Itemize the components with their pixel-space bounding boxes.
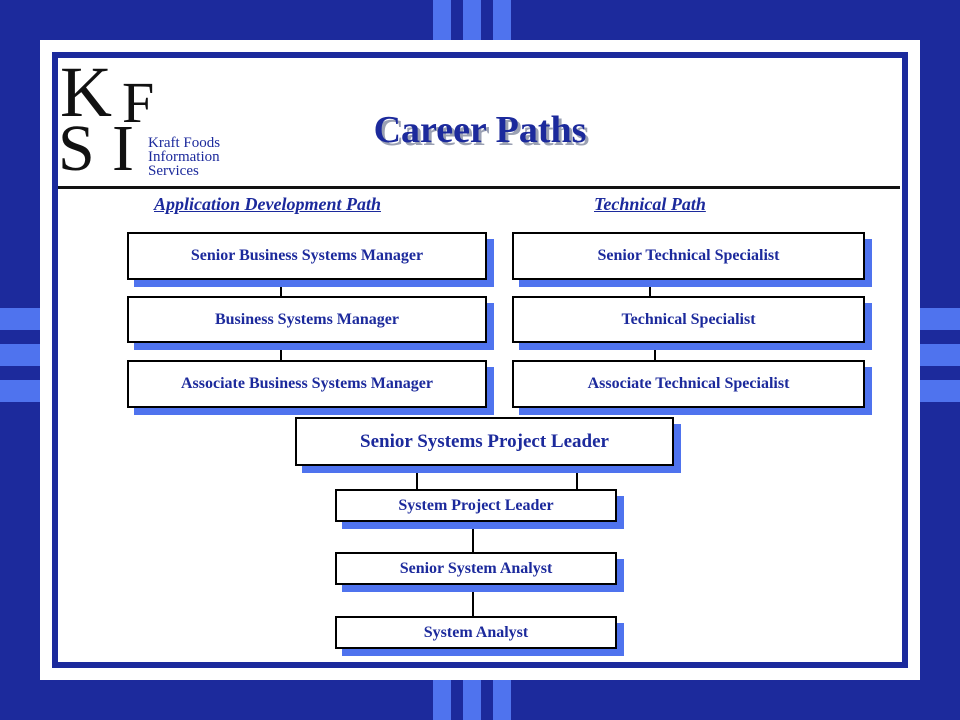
logo-letter-s: S [58, 112, 95, 185]
logo-line-kraft-foods: Kraft Foods [148, 135, 221, 151]
logo-letter-i: I [112, 112, 134, 185]
box-senior-system-analyst: Senior System Analyst [335, 552, 617, 585]
box-business-systems-manager: Business Systems Manager [127, 296, 487, 343]
box-senior-business-systems-manager: Senior Business Systems Manager [127, 232, 487, 280]
box-system-analyst: System Analyst [335, 616, 617, 649]
heading-application-development: Application Development Path [154, 194, 381, 214]
box-senior-systems-project-leader: Senior Systems Project Leader [295, 417, 674, 466]
box-associate-business-systems-manager: Associate Business Systems Manager [127, 360, 487, 408]
logo-letter-f: F [122, 70, 155, 135]
box-system-project-leader: System Project Leader [335, 489, 617, 522]
box-associate-technical-specialist: Associate Technical Specialist [512, 360, 865, 408]
box-technical-specialist: Technical Specialist [512, 296, 865, 343]
logo-letter-k: K [60, 52, 112, 132]
heading-technical: Technical Path [594, 194, 706, 214]
logo-line-services: Services [148, 163, 199, 179]
logo-line-information: Information [148, 149, 220, 165]
page-title: Career Paths [373, 109, 587, 151]
box-senior-technical-specialist: Senior Technical Specialist [512, 232, 865, 280]
